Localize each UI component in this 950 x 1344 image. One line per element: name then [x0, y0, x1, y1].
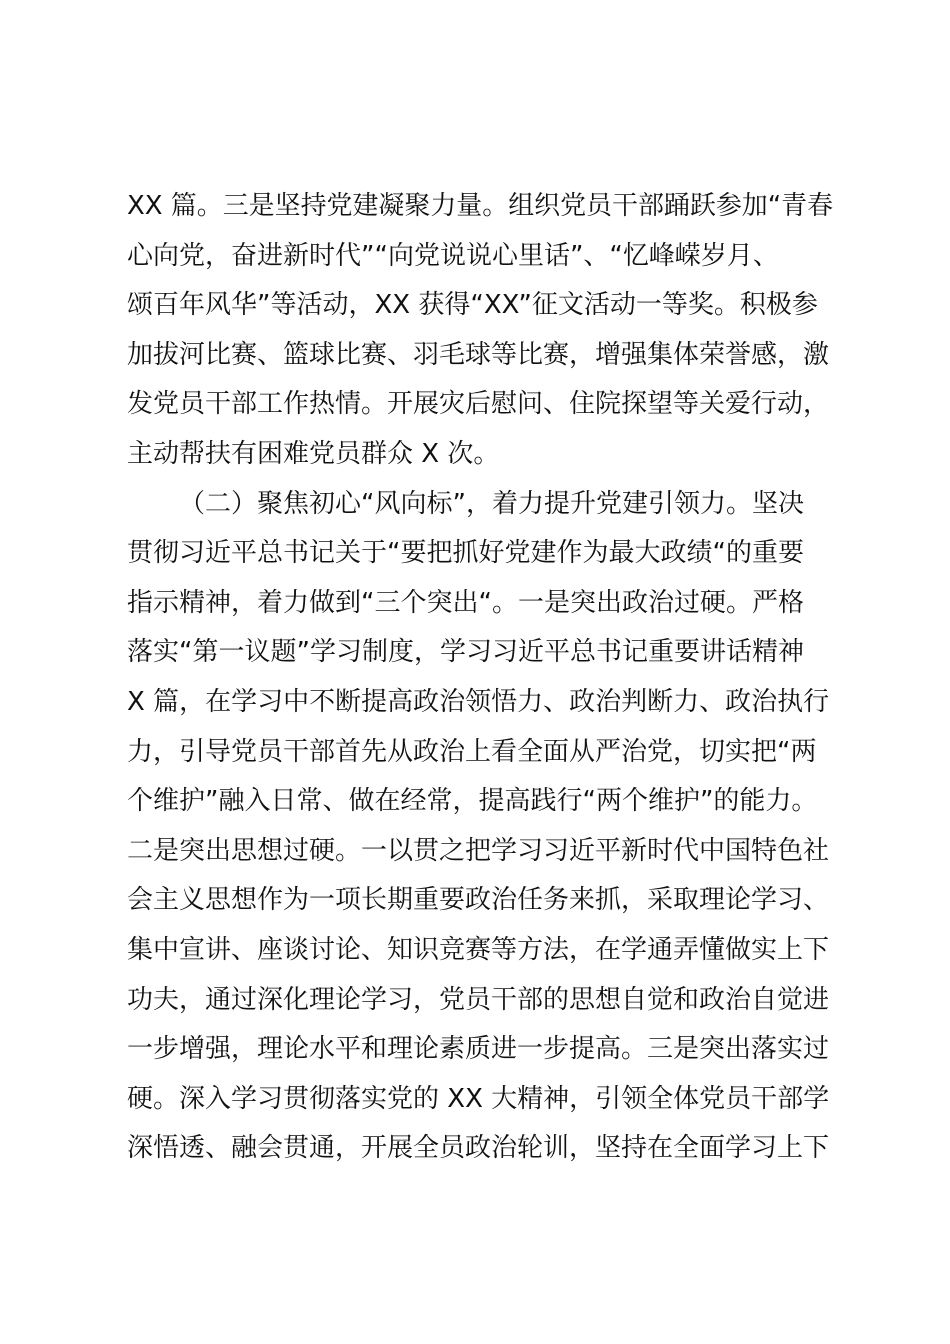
- paragraph-2: [127, 480, 833, 1174]
- text-line: 会主义思想作为一项长期重要政治任务来抓，采取理论学习、: [127, 885, 830, 916]
- text-line: 深悟透、融会贯通，开展全员政治轮训，坚持在全面学习上下: [127, 1133, 830, 1164]
- text-line: X 篇，在学习中不断提高政治领悟力、政治判断力、政治执行: [127, 686, 830, 717]
- text-line: 贯彻习近平总书记关于“要把抓好党建作为最大政绩“的重要: [127, 538, 804, 569]
- paragraph-1: [127, 182, 833, 480]
- text-line: 心向党，奋进新时代”“向党说说心里话”、“忆峰嵘岁月、: [127, 240, 779, 271]
- text-line: 二是突出思想过硬。一以贯之把学习习近平新时代中国特色社: [127, 835, 830, 866]
- text-line: 落实“第一议题”学习制度，学习习近平总书记重要讲话精神: [127, 637, 804, 668]
- text-line: 颂百年风华”等活动，XX 获得“XX”征文活动一等奖。积极参: [127, 290, 818, 321]
- document-body: [127, 182, 833, 1174]
- text-line: 力，引导党员干部首先从政治上看全面从严治党，切实把“两: [127, 736, 817, 767]
- text-line: 硬。深入学习贯彻落实党的 XX 大精神，引领全体党员干部学: [127, 1083, 830, 1114]
- text-line: 集中宣讲、座谈讨论、知识竞赛等方法，在学通弄懂做实上下: [127, 934, 830, 965]
- text-line: 一步增强，理论水平和理论素质进一步提高。三是突出落实过: [127, 1034, 830, 1065]
- text-line: 功夫，通过深化理论学习，党员干部的思想自觉和政治自觉进: [127, 984, 830, 1015]
- text-line: 加拔河比赛、篮球比赛、羽毛球等比赛，增强集体荣誉感，激: [127, 339, 830, 370]
- text-line: 发党员干部工作热情。开展灾后慰问、住院探望等关爱行动，: [127, 389, 830, 420]
- text-line: 指示精神，着力做到“三个突出“。一是突出政治过硬。严格: [127, 587, 804, 618]
- text-line: 个维护”融入日常、做在经常，提高践行“两个维护”的能力。: [127, 786, 818, 817]
- text-line: （二）聚焦初心“风向标”，着力提升党建引领力。坚决: [179, 488, 804, 519]
- text-line: 主动帮扶有困难党员群众 X 次。: [127, 438, 500, 469]
- text-line: XX 篇。三是坚持党建凝聚力量。组织党员干部踊跃参加“青春: [127, 191, 834, 221]
